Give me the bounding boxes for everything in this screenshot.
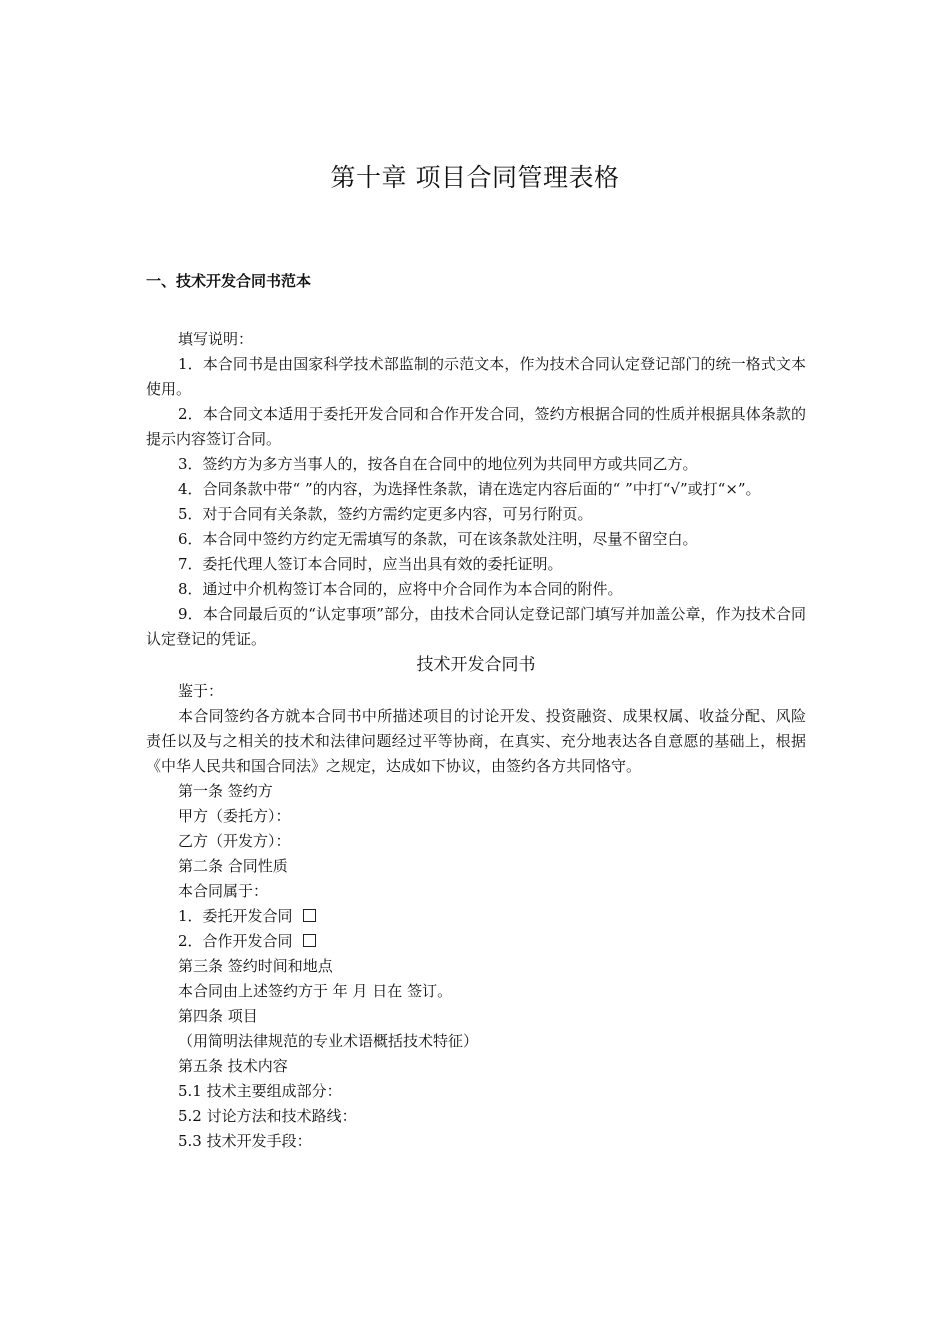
article-2-title: 第二条 合同性质 [178,857,288,875]
instruction-item-4: 4．合同条款中带“ ”的内容，为选择性条款，请在选定内容后面的“ ”中打“√”或打“×”。 [178,480,761,498]
item-5-1: 5.1 技术主要组成部分： [178,1082,342,1100]
instruction-item-3: 3．签约方为多方当事人的，按各自在合同中的地位列为共同甲方或共同乙方。 [178,455,698,473]
option-1-label: 1．委托开发合同 [178,907,293,925]
chapter-title: 第十章 项目合同管理表格 [330,163,620,192]
article-4-note: （用简明法律规范的专业术语概括技术特征） [178,1032,479,1050]
instruction-item-1: 1．本合同书是由国家科学技术部监制的示范文本，作为技术合同认定登记部门的统一格式文本使用。 [146,355,806,398]
instruction-item-6: 6．本合同中签约方约定无需填写的条款，可在该条款处注明，尽量不留空白。 [178,530,698,548]
article-5-title: 第五条 技术内容 [178,1057,288,1075]
option-1-checkbox[interactable] [303,909,316,922]
instruction-item-8: 8．通过中介机构签订本合同的，应将中介合同作为本合同的附件。 [178,580,623,598]
section-heading: 一、技术开发合同书范本 [146,272,312,290]
signing-text: 本合同由上述签约方于 年 月 日在 签订。 [178,982,453,1000]
option-2-label: 2．合作开发合同 [178,932,293,950]
whereas-label: 鉴于： [178,682,224,700]
item-5-3: 5.3 技术开发手段： [178,1132,312,1150]
article-4-title: 第四条 项目 [178,1007,258,1025]
whereas-text: 本合同签约各方就本合同书中所描述项目的讨论开发、投资融资、成果权属、收益分配、风险责任以及与之相关的技术和法律问题经过平等协商，在真实、充分地表达各自意愿的基础上，根据《中华人民共和国合同法》之规定，达成如下协议，由签约各方共同恪守。 [146,707,806,775]
party-b-field: 乙方（开发方）： [178,832,291,850]
article-1-title: 第一条 签约方 [178,782,273,800]
instructions-heading: 填写说明： [178,330,254,348]
instruction-item-5: 5．对于合同有关条款，签约方需约定更多内容，可另行附页。 [178,505,593,523]
document-body [146,327,806,1154]
party-a-field: 甲方（委托方）： [178,807,291,825]
option-2-checkbox[interactable] [303,934,316,947]
article-3-title: 第三条 签约时间和地点 [178,957,333,975]
instruction-item-2: 2．本合同文本适用于委托开发合同和合作开发合同，签约方根据合同的性质并根据具体条款的提示内容签订合同。 [146,405,806,448]
contract-belongs-label: 本合同属于： [178,882,269,900]
contract-type-option-2 [146,929,806,954]
instruction-item-7: 7．委托代理人签订本合同时，应当出具有效的委托证明。 [178,555,563,573]
contract-title: 技术开发合同书 [416,655,536,675]
contract-type-option-1 [146,904,806,929]
item-5-2: 5.2 讨论方法和技术路线： [178,1107,357,1125]
instruction-item-9: 9．本合同最后页的“认定事项”部分，由技术合同认定登记部门填写并加盖公章，作为技术合同认定登记的凭证。 [146,605,806,648]
